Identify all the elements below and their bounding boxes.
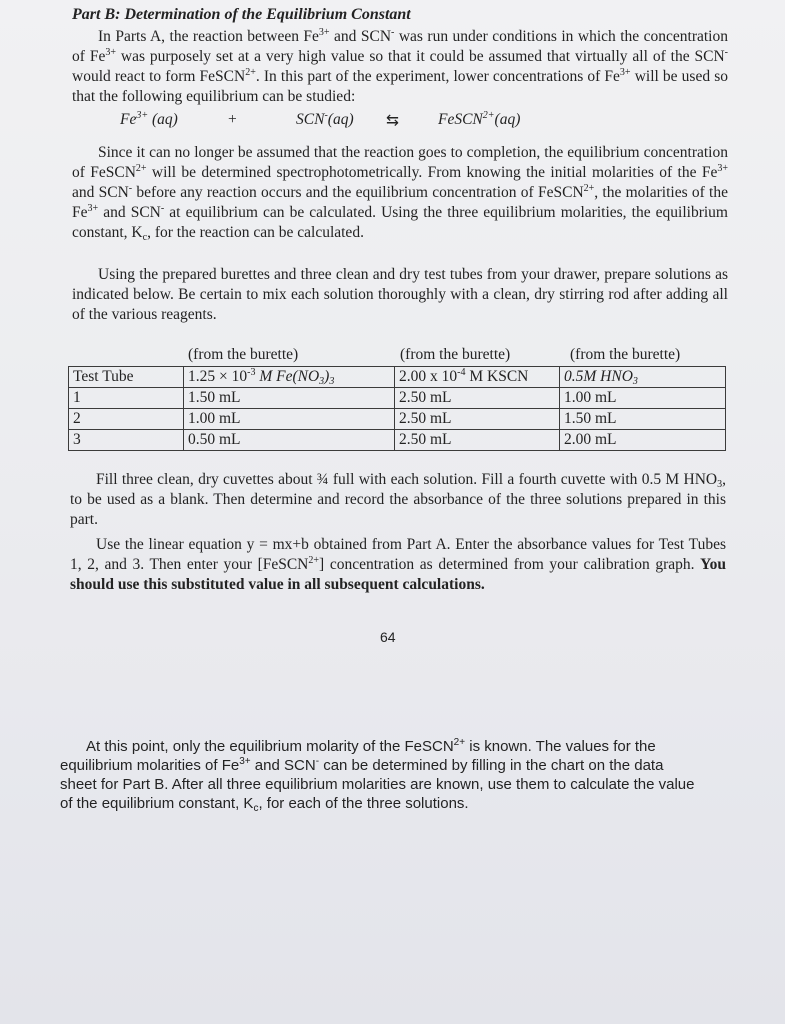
cell-tube: 1 — [69, 388, 184, 409]
cell-fe: 1.00 mL — [184, 409, 395, 430]
table-row — [69, 388, 726, 409]
plus-sign: + — [228, 111, 237, 128]
cuvette-paragraph: Fill three clean, dry cuvettes about ¾ full with each solution. Fill a fourth cuvette with 0.5 M $HNO_3$, to be used as a blank. Then determine and record the absorbance of the three solutions prepared in this part. — [70, 471, 726, 528]
source-label-kscn: (from the burette) — [400, 346, 511, 363]
table-row — [69, 409, 726, 430]
header-kscn: 2.00 x $10^{-4}$ M KSCN — [395, 367, 560, 388]
product-fescn: FeSCN$^{2+}$(aq) — [438, 110, 521, 128]
cell-kscn: 2.50 mL — [395, 430, 560, 451]
cell-tube: 3 — [69, 430, 184, 451]
burette-source-labels — [72, 346, 732, 366]
cell-fe: 1.50 mL — [184, 388, 395, 409]
reactant-scn: SCN-(aq) — [296, 110, 354, 128]
cell-fe: 0.50 mL — [184, 430, 395, 451]
header-test-tube: Test Tube — [69, 367, 184, 388]
cell-tube: 2 — [69, 409, 184, 430]
emphasis-instruction: You should use this substituted value in all subsequent calculations. — [70, 556, 726, 593]
intro-paragraph: In Parts A, the reaction between $Fe^{3+}$ and SCN- was run under conditions in which the concentration of $Fe^{3+}$ was purposely set at a very high value so that it could be assumed that virtually all of the SCN- would react to form FeSCN$^{2+}$. In this part of the experiment, lower concentrations of $Fe^{3+}$ will be used so that the following equilibrium can be studied: — [72, 27, 729, 105]
cell-hno3: 2.00 mL — [560, 430, 726, 451]
cell-kscn: 2.50 mL — [395, 409, 560, 430]
header-fe-nitrate: $1.25 \times 10^{-3}$ M $Fe(NO_3)_3$ — [184, 367, 395, 388]
table-row — [69, 430, 726, 451]
cell-hno3: 1.50 mL — [560, 409, 726, 430]
preparation-paragraph: Using the prepared burettes and three clean and dry test tubes from your drawer, prepare solutions as indicated below. Be certain to mix each solution thoroughly with a clean, dry stirring rod after adding all of the various reagents. — [72, 266, 728, 323]
section-heading: Part B: Determination of the Equilibrium Constant — [72, 6, 411, 23]
source-label-fe: (from the burette) — [188, 346, 299, 363]
header-hno3: 0.5M $HNO_3$ — [560, 367, 726, 388]
reactant-fe: $Fe^{3+}$ (aq) — [120, 110, 178, 128]
equilibrium-arrow-icon: ⇆ — [386, 112, 399, 129]
source-label-hno3: (from the burette) — [570, 346, 681, 363]
cell-kscn: 2.50 mL — [395, 388, 560, 409]
next-page-paragraph: At this point, only the equilibrium molarity of the FeSCN$^{2+}$ is known. The values for the equilibrium molarities of $Fe^{3+}$ and SCN- can be determined by filling in the chart on the data sheet for Part B. After all three equilibrium molarities are known, use them to calculate the value of the equilibrium constant, $K_c$, for each of the three solutions. — [60, 737, 695, 814]
page-number: 64 — [380, 629, 396, 645]
cell-hno3: 1.00 mL — [560, 388, 726, 409]
table-header-row — [69, 367, 726, 388]
spectrophotometry-paragraph: Since it can no longer be assumed that the reaction goes to completion, the equilibrium concentration of FeSCN$^{2+}$ will be determined spectrophotometrically. From knowing the initial molarities of the $Fe^{3+}$ and SCN- before any reaction occurs and the equilibrium concentration of FeSCN$^{2+}$, the molarities of the $Fe^{3+}$ and SCN- at equilibrium can be calculated. Using the three equilibrium molarities, the equilibrium constant, $K_c$, for the reaction can be calculated. — [72, 144, 728, 243]
solutions-table — [68, 366, 726, 451]
linear-equation-paragraph: Use the linear equation y = mx+b obtained from Part A. Enter the absorbance values for Test Tubes 1, 2, and 3. Then enter your [FeSCN$^{2+}$] concentration as determined from your calibration graph. You should use this substituted value in all subsequent calculations. — [70, 536, 726, 593]
